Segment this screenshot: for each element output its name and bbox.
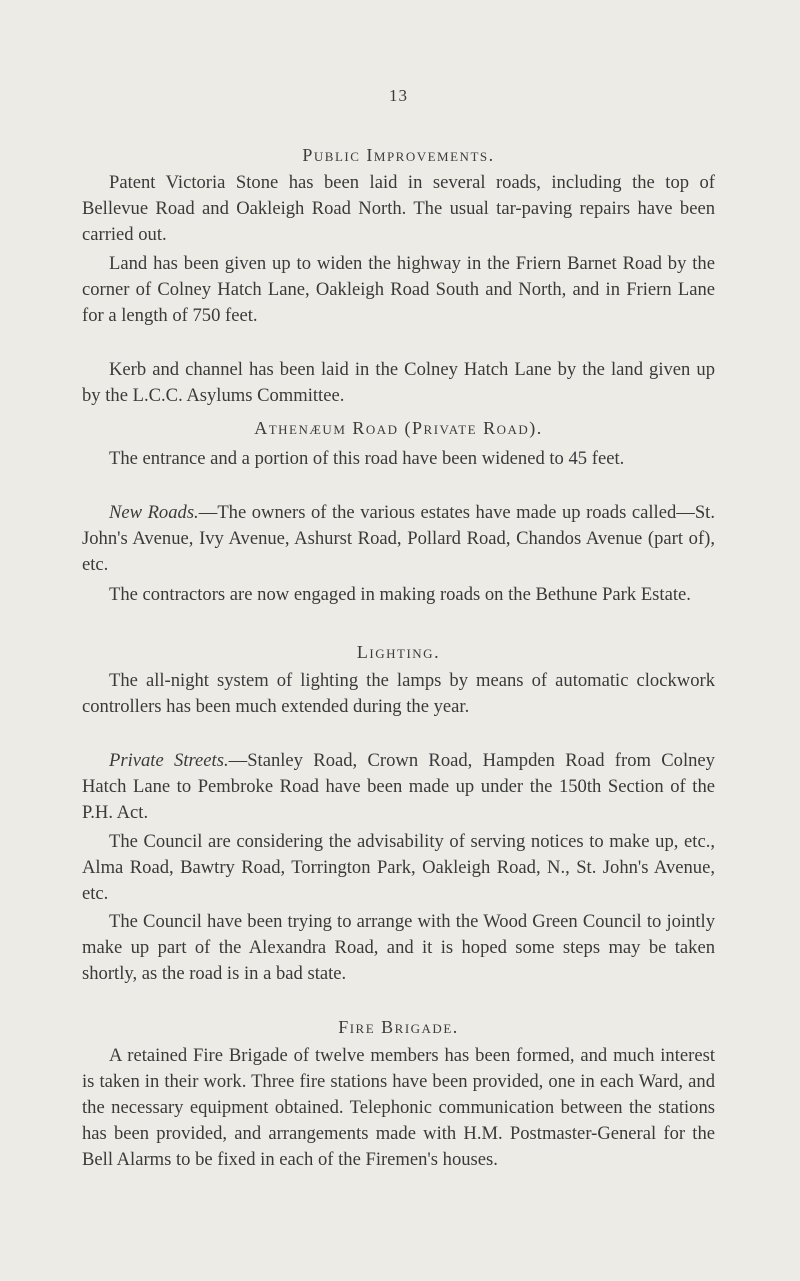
private-streets-text: —Stanley Road, Crown Road, Hampden Road from Colney Hatch Lane to Pembroke Road have been made up under the 150th Section of the P.H. Act. (82, 750, 715, 823)
paragraph-contractors: The contractors are now engaged in making roads on the Bethune Park Estate. (109, 584, 691, 605)
heading-fire-brigade: Fire Brigade. (338, 1017, 459, 1037)
heading-lighting: Lighting. (356, 642, 441, 662)
page-number: 13 (389, 86, 408, 105)
heading-public-improvements: Public Improvements. (302, 145, 495, 165)
private-streets-lead: Private Streets. (109, 750, 229, 771)
paragraph-victoria-stone: Patent Victoria Stone has been laid in several roads, including the top of Bellevue Road and Oakleigh Road North. The usual tar-paving repairs have been carried out. (82, 172, 715, 245)
paragraph-council-considering: The Council are considering the advisability of serving notices to make up, etc., Alma Road, Bawtry Road, Torrington Park, Oakleigh Road, N., St. John's Avenue, etc. (82, 831, 715, 904)
heading-athenaeum-road: Athenæum Road (Private Road). (254, 418, 543, 438)
paragraph-new-roads (82, 500, 715, 578)
paragraph-all-night-lighting: The all-night system of lighting the lamps by means of automatic clockwork controllers has been much extended during the year. (82, 670, 715, 717)
new-roads-lead: New Roads. (109, 502, 199, 523)
new-roads-text: —The owners of the various estates have made up roads called—St. John's Avenue, Ivy Avenue, Ashurst Road, Pollard Road, Chandos Avenue (part of), etc. (82, 502, 716, 575)
paragraph-entrance-widened: The entrance and a portion of this road have been widened to 45 feet. (109, 448, 625, 469)
paragraph-private-streets (82, 748, 715, 826)
paragraph-fire-brigade: A retained Fire Brigade of twelve members has been formed, and much interest is taken in their work. Three fire stations have been provided, one in each Ward, and the necessary equipment obtained. Telephonic communication between the stations has been provided, and arrangements made with H.M. Postmaster-General for the Bell Alarms to be fixed in each of the Firemen's houses. (82, 1045, 715, 1170)
paragraph-land-given-up: Land has been given up to widen the highway in the Friern Barnet Road by the corner of Colney Hatch Lane, Oakleigh Road South and North, and in Friern Lane for a length of 750 feet. (82, 253, 715, 326)
paragraph-kerb-and-channel: Kerb and channel has been laid in the Colney Hatch Lane by the land given up by the L.C.C. Asylums Committee. (82, 359, 715, 406)
paragraph-council-trying: The Council have been trying to arrange with the Wood Green Council to jointly make up part of the Alexandra Road, and it is hoped some steps may be taken shortly, as the road is in a bad state. (82, 911, 715, 984)
